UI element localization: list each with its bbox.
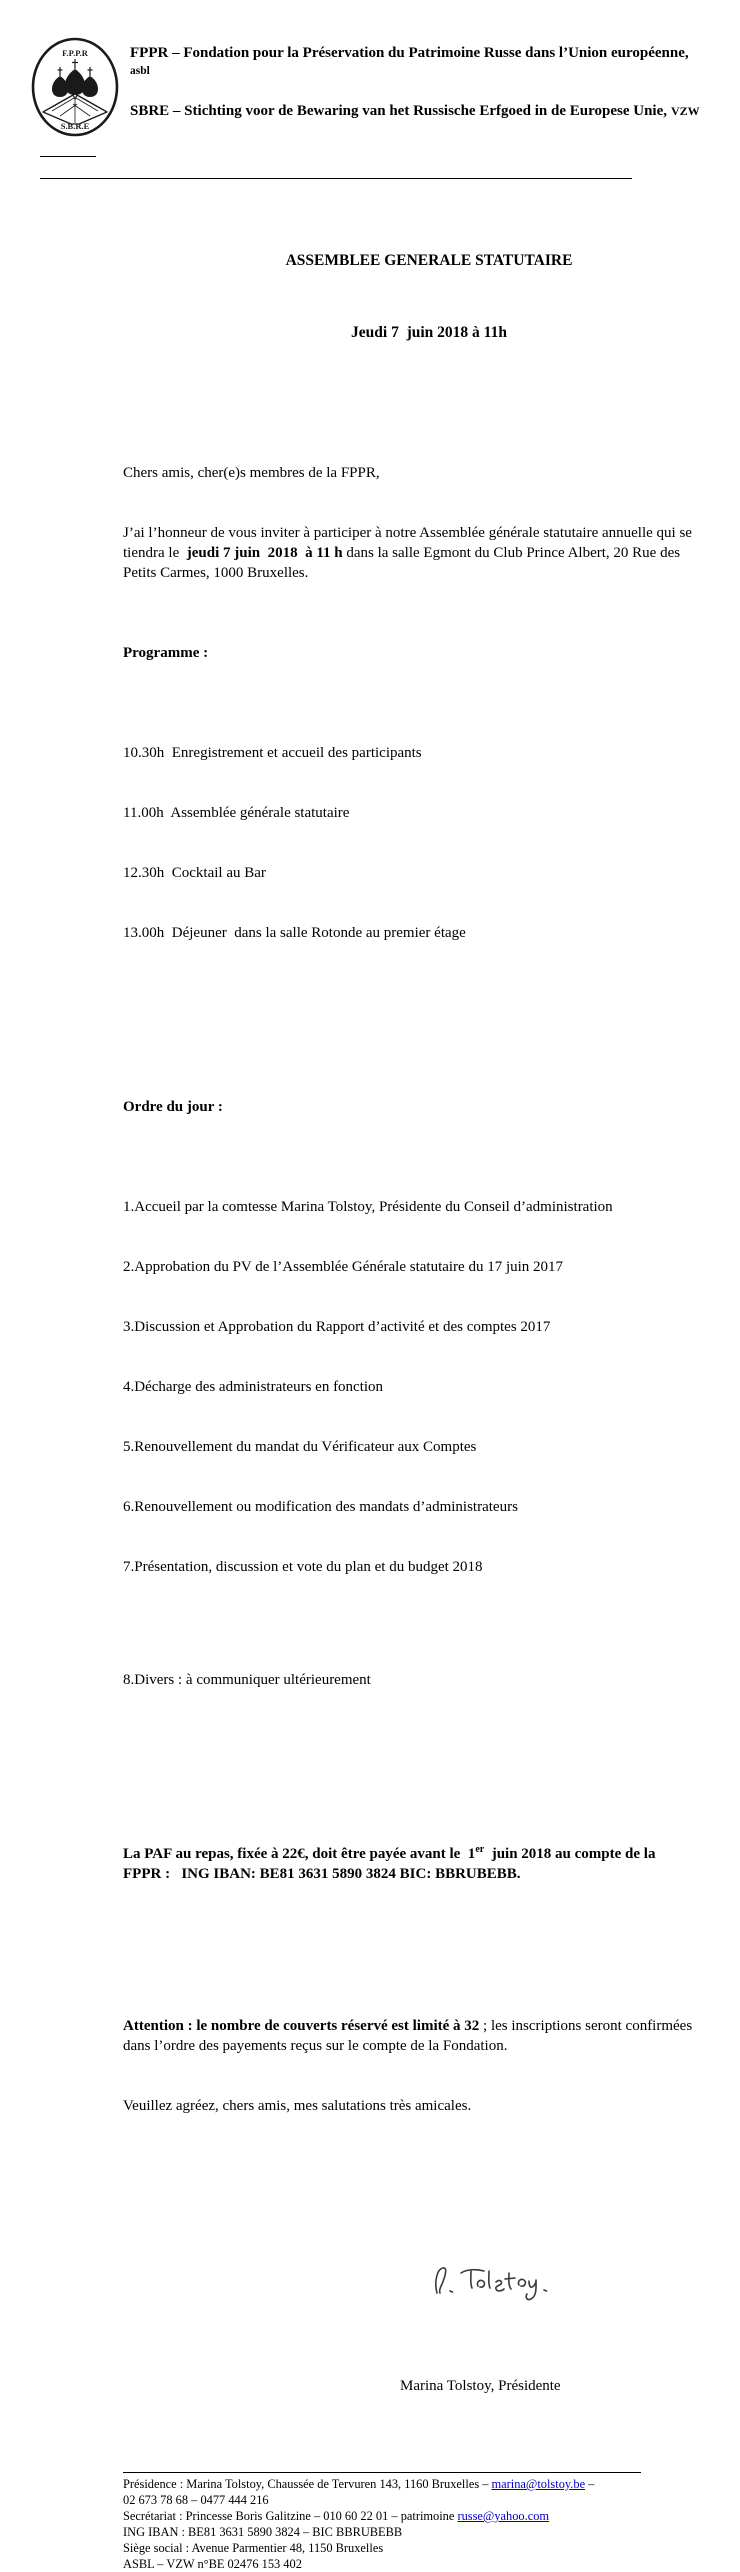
- agenda-item: 4.Décharge des administrateurs en fonction: [123, 1379, 384, 1395]
- intro-text-2: dans la salle Egmont du Club Prince Albert, 20 Rue des Petits Carmes, 1000 Bruxelles.: [123, 545, 684, 581]
- footer-presidence-tail: –: [585, 2477, 595, 2491]
- footer-address-line: Siège social : Avenue Parmentier 48, 1150 Bruxelles: [123, 2541, 384, 2555]
- logo-bottom-text: S.B.R.E: [60, 121, 90, 131]
- agenda-section: [123, 1057, 696, 1730]
- payment-text-1: La PAF au repas, fixée à 22€, doit être payée avant le 1: [123, 1846, 476, 1862]
- agenda-heading: Ordre du jour :: [123, 1099, 223, 1115]
- divider-long: [40, 178, 632, 179]
- salutation: Chers amis, cher(e)s membres de la FPPR,: [123, 465, 380, 481]
- org-names: [130, 36, 700, 122]
- agenda-item: 6.Renouvellement ou modification des mandats d’administrateurs: [123, 1499, 518, 1515]
- presidence-email-link[interactable]: marina@tolstoy.be: [491, 2477, 586, 2491]
- letter-body: [123, 403, 696, 2436]
- document-title-block: [123, 201, 735, 393]
- signer-name: Marina Tolstoy, Présidente: [400, 2378, 561, 2394]
- intro-text-1: J’ai l’honneur de vous inviter à participer à notre Assemblée générale statutaire annuelle qui se tiendra le: [123, 525, 696, 561]
- payment-text-2: juin 2018 au compte de la FPPR : ING IBAN: BE81 3631 5890 3824 BIC: BBRUBEBB.: [123, 1846, 660, 1882]
- attention-notice: [123, 1976, 696, 2156]
- document-date-line: Jeudi 7 juin 2018 à 11h: [351, 324, 507, 341]
- footer-secretariat-line: [123, 2508, 696, 2524]
- logo-emblem-icon: [30, 36, 120, 138]
- attention-bold: Attention : le nombre de couverts réservé est limité à 32: [123, 2018, 480, 2034]
- footer: [123, 2472, 696, 2572]
- agenda-item: 3.Discussion et Approbation du Rapport d’activité et des comptes 2017: [123, 1319, 551, 1335]
- agenda-item: 7.Présentation, discussion et vote du plan et du budget 2018: [123, 1559, 483, 1575]
- closing-line: Veuillez agréez, chers amis, mes salutations très amicales.: [123, 2098, 472, 2114]
- programme-item: 13.00h Déjeuner dans la salle Rotonde au premier étage: [123, 925, 466, 941]
- org-name-fr-suffix: asbl: [130, 64, 150, 77]
- attention-paragraph: [123, 2016, 696, 2056]
- footer-secretariat-text: Secrétariat : Princesse Boris Galitzine – 010 60 22 01 – patrimoine: [123, 2509, 458, 2523]
- payment-notice: [123, 1840, 696, 1884]
- programme-item: 10.30h Enregistrement et accueil des participants: [123, 745, 422, 761]
- org-name-nl: SBRE – Stichting voor de Bewaring van het Russische Erfgoed in de Europese Unie,: [130, 103, 667, 120]
- footer-phones-line: 02 673 78 68 – 0477 444 216: [123, 2493, 269, 2507]
- programme-list: [123, 703, 696, 983]
- intro-date-bold: jeudi 7 juin 2018 à 11 h: [182, 545, 347, 561]
- logo-top-text: F.P.P.R: [62, 48, 88, 58]
- intro-paragraph: [123, 523, 696, 583]
- payment-superscript: er: [475, 1844, 485, 1855]
- agenda-item-divers: 8.Divers : à communiquer ultérieurement: [123, 1672, 371, 1688]
- signature-icon: [428, 2260, 554, 2302]
- letterhead: [0, 0, 740, 143]
- programme-item: 11.00h Assemblée générale statutaire: [123, 805, 350, 821]
- footer-iban-line: ING IBAN : BE81 3631 5890 3824 – BIC BBRUBEBB: [123, 2525, 403, 2539]
- attention-rest: ; les inscriptions seront confirmées dans l’ordre des payements reçus sur le compte de la Fondation.: [123, 2018, 696, 2054]
- org-name-fr: FPPR – Fondation pour la Préservation du Patrimoine Russe dans l’Union européenne,: [130, 45, 689, 61]
- divider-short: [40, 156, 96, 157]
- footer-divider: [123, 2472, 641, 2473]
- agenda-item: 5.Renouvellement du mandat du Vérificateur aux Comptes: [123, 1439, 477, 1455]
- footer-presidence-line: [123, 2476, 696, 2492]
- fppr-sbre-logo: [30, 36, 120, 143]
- org-name-nl-suffix: VZW: [671, 104, 700, 119]
- agenda-item: 2.Approbation du PV de l’Assemblée Générale statutaire du 17 juin 2017: [123, 1259, 564, 1275]
- secretariat-email-link[interactable]: russe@yahoo.com: [457, 2509, 550, 2523]
- agenda-list: [123, 1157, 696, 1617]
- programme-item: 12.30h Cocktail au Bar: [123, 865, 266, 881]
- handwritten-signature: [405, 2240, 696, 2328]
- programme-heading: Programme :: [123, 645, 209, 661]
- org-name-nl-line: [130, 102, 700, 122]
- document-title: ASSEMBLEE GENERALE STATUTAIRE: [285, 252, 573, 269]
- footer-registration-line: ASBL – VZW n°BE 02476 153 402: [123, 2557, 302, 2571]
- agenda-item: 1.Accueil par la comtesse Marina Tolstoy, Présidente du Conseil d’administration: [123, 1199, 613, 1215]
- footer-presidence-text: Présidence : Marina Tolstoy, Chaussée de Tervuren 143, 1160 Bruxelles –: [123, 2477, 492, 2491]
